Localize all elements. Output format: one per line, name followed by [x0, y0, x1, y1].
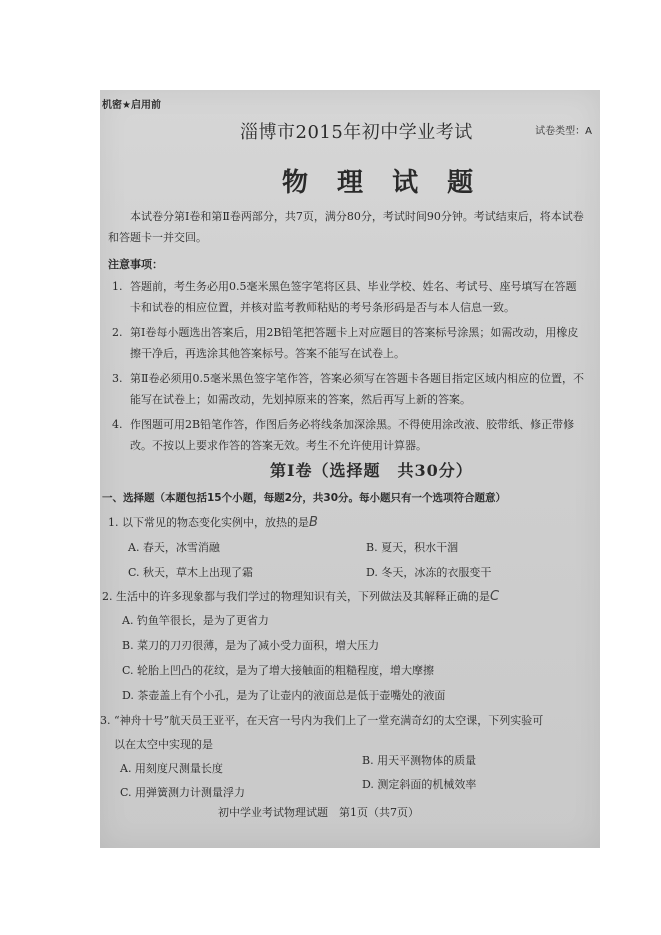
question-stem: 2. 生活中的许多现象都与我们学过的物理知识有关，下列做法及其解释正确的是C — [102, 589, 500, 604]
note-number: 2. — [112, 326, 123, 339]
note-item — [112, 322, 586, 364]
option-b: B. 菜刀的刀刃很薄，是为了减小受力面积，增大压力 — [122, 639, 380, 652]
note-number: 3. — [112, 372, 123, 385]
option-d: D. 茶壶盖上有个小孔，是为了让壶内的液面总是低于壶嘴处的液面 — [122, 689, 446, 702]
option-a: A. 钓鱼竿很长，是为了更省力 — [122, 614, 269, 627]
notes-heading: 注意事项： — [108, 258, 163, 271]
section-title: 第Ⅰ卷（选择题 共30分） — [270, 461, 473, 480]
question-stem-line-2: 以在太空中实现的是 — [114, 738, 213, 751]
option-a: A. 用刻度尺测量长度 — [120, 762, 223, 775]
page-footer: 初中学业考试物理试题 第1页（共7页） — [218, 806, 419, 819]
note-item — [112, 276, 586, 318]
note-number: 1. — [112, 280, 123, 293]
subject-title: 物 理 试 题 — [282, 168, 484, 198]
exam-paper — [100, 90, 600, 848]
intro-paragraph: 本试卷分第Ⅰ卷和第Ⅱ卷两部分，共7页，满分80分，考试时间90分钟。考试结束后，将本试卷和答题卡一并交回。 — [108, 210, 584, 244]
note-number: 4. — [112, 418, 123, 431]
note-item — [112, 414, 586, 456]
handwritten-answer-mark: B — [309, 515, 318, 530]
note-text: 答题前，考生务必用0.5毫米黑色签字笔将区县、毕业学校、姓名、考试号、座号填写在答题卡和试卷的相应位置，并核对监考教师粘贴的考号条形码是否与本人信息一致。 — [130, 280, 577, 314]
question-stem: 1. 以下常见的物态变化实例中，放热的是B — [108, 515, 318, 530]
paper-type: 试卷类型：A — [535, 126, 592, 137]
option-d: D. 冬天，冰冻的衣服变干 — [366, 566, 492, 579]
option-c: C. 轮胎上凹凸的花纹，是为了增大接触面的粗糙程度，增大摩擦 — [122, 664, 435, 677]
exam-title: 淄博市2015年初中学业考试 — [240, 122, 473, 143]
section-description: 一、选择题（本题包括15个小题，每题2分，共30分。每小题只有一个选项符合题意） — [102, 492, 507, 504]
handwritten-answer-mark: C — [490, 589, 500, 604]
secret-label: 机密★启用前 — [102, 100, 161, 111]
question-stem-line-1: 3. “神舟十号”航天员王亚平，在天宫一号内为我们上了一堂充满奇幻的太空课，下列实验可 — [100, 714, 544, 727]
note-text: 作图题可用2B铅笔作答，作图后务必将线条加深涂黑。不得使用涂改液、胶带纸、修正带修改。不按以上要求作答的答案无效。考生不允许使用计算器。 — [130, 418, 575, 452]
option-a: A. 春天，冰雪消融 — [128, 541, 220, 554]
option-b: B. 夏天，积水干涸 — [366, 541, 459, 554]
note-item — [112, 368, 586, 410]
option-c: C. 秋天，草木上出现了霜 — [128, 566, 254, 579]
option-b: B. 用天平测物体的质量 — [362, 754, 477, 767]
option-c: C. 用弹簧测力计测量浮力 — [120, 786, 246, 799]
note-text: 第Ⅰ卷每小题选出答案后，用2B铅笔把答题卡上对应题目的答案标号涂黑；如需改动，用橡皮擦干净后，再选涂其他答案标号。答案不能写在试卷上。 — [130, 326, 579, 360]
note-text: 第Ⅱ卷必须用0.5毫米黑色签字笔作答，答案必须写在答题卡各题目指定区域内相应的位置，不能写在试卷上；如需改动，先划掉原来的答案，然后再写上新的答案。 — [130, 372, 584, 406]
option-d: D. 测定斜面的机械效率 — [362, 778, 477, 791]
